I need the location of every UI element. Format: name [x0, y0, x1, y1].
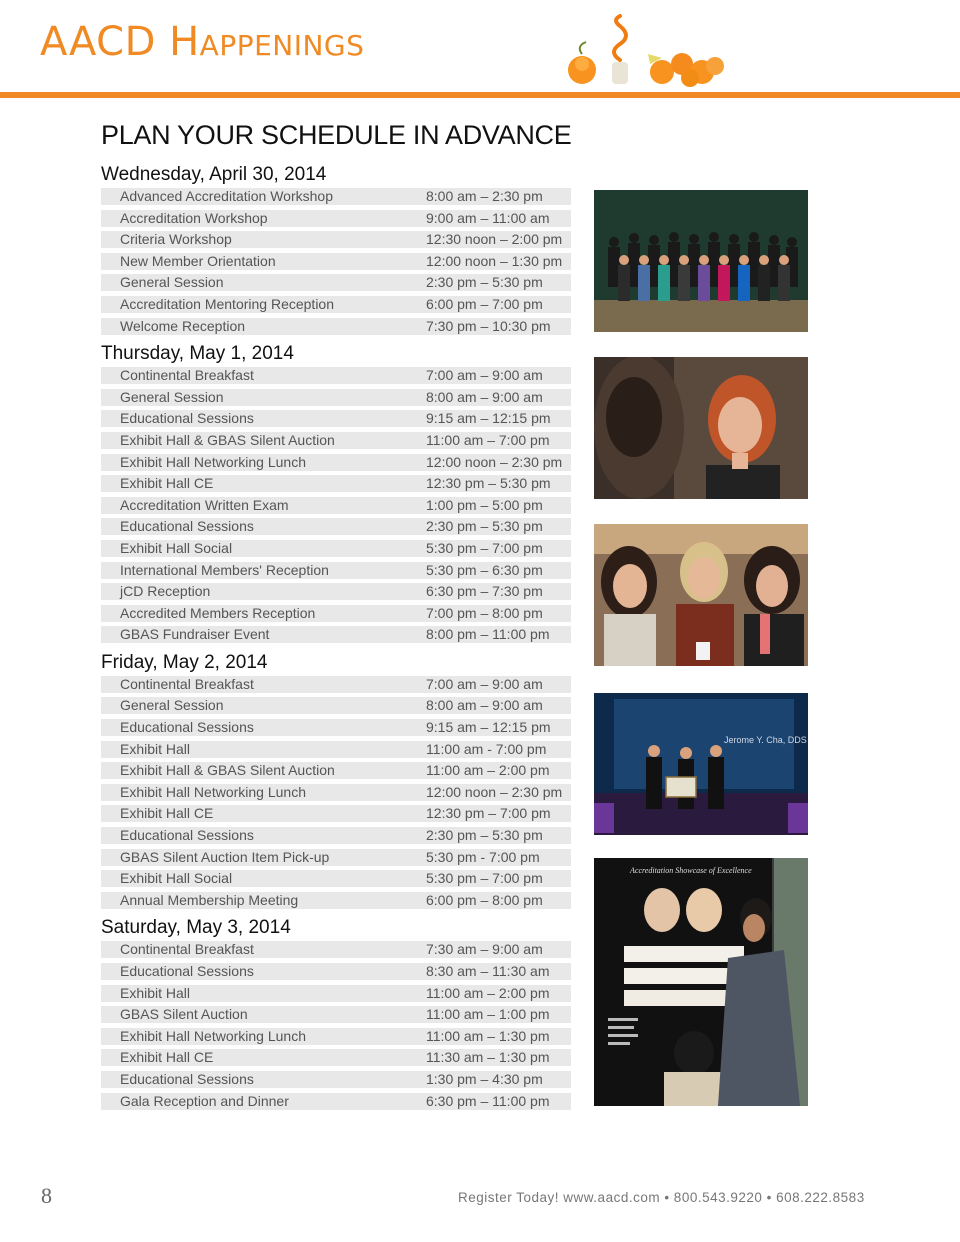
schedule-row	[101, 697, 571, 714]
event-name: Exhibit Hall CE	[120, 1049, 214, 1066]
event-time: 11:00 am – 7:00 pm	[426, 431, 550, 448]
event-list	[101, 188, 571, 335]
event-time: 11:00 am – 2:00 pm	[426, 762, 550, 779]
event-name: Exhibit Hall CE	[120, 475, 214, 492]
event-time: 12:30 noon – 2:00 pm	[426, 231, 563, 248]
schedule-row	[101, 475, 571, 492]
event-time: 6:30 pm – 11:00 pm	[426, 1092, 550, 1109]
event-name: General Session	[120, 274, 224, 291]
event-name: General Session	[120, 388, 224, 405]
event-list	[101, 367, 571, 643]
schedule-row	[101, 583, 571, 600]
schedule-row	[101, 389, 571, 406]
schedule-row	[101, 432, 571, 449]
event-name: GBAS Fundraiser Event	[120, 626, 270, 643]
event-name: Educational Sessions	[120, 518, 254, 535]
attendees-group-photo	[594, 524, 808, 666]
event-name: Annual Membership Meeting	[120, 891, 299, 908]
event-name: Educational Sessions	[120, 963, 254, 979]
schedule-row	[101, 719, 571, 736]
event-time: 12:00 noon – 2:30 pm	[426, 783, 563, 800]
schedule-row	[101, 892, 571, 909]
schedule-row	[101, 985, 571, 1002]
schedule-row	[101, 1028, 571, 1045]
schedule	[101, 160, 571, 1114]
schedule-row	[101, 188, 571, 205]
event-name: Exhibit Hall CE	[120, 805, 214, 822]
event-name: Exhibit Hall Social	[120, 539, 233, 556]
day-section	[101, 913, 571, 1109]
event-name: Accreditation Written Exam	[120, 496, 289, 513]
event-time: 7:00 pm – 8:00 pm	[426, 604, 543, 621]
schedule-row	[101, 941, 571, 958]
schedule-row	[101, 454, 571, 471]
schedule-row	[101, 605, 571, 622]
event-name: Accreditation Mentoring Reception	[120, 295, 335, 312]
event-time: 6:00 pm – 8:00 pm	[426, 891, 543, 908]
schedule-row	[101, 296, 571, 313]
event-time: 7:00 am – 9:00 am	[426, 367, 543, 384]
event-name: Educational Sessions	[120, 410, 254, 427]
schedule-row	[101, 676, 571, 693]
event-time: 8:00 am – 9:00 am	[426, 697, 543, 714]
event-name: Educational Sessions	[120, 719, 254, 736]
day-heading: Wednesday, April 30, 2014	[101, 164, 327, 185]
event-name: Exhibit Hall Social	[120, 870, 233, 887]
poster-title: Accreditation Showcase of Excellence	[630, 866, 752, 875]
event-time: 8:00 am – 9:00 am	[426, 388, 543, 405]
event-name: General Session	[120, 697, 224, 714]
event-list	[101, 676, 571, 909]
event-time: 7:30 pm – 10:30 pm	[426, 317, 551, 334]
event-time: 5:30 pm – 6:30 pm	[426, 561, 543, 578]
schedule-row	[101, 626, 571, 643]
event-name: Accredited Members Reception	[120, 604, 316, 621]
event-name: Continental Breakfast	[120, 941, 254, 958]
event-name: New Member Orientation	[120, 252, 276, 269]
event-name: Continental Breakfast	[120, 367, 254, 384]
event-time: 6:00 pm – 7:00 pm	[426, 295, 543, 312]
event-time: 11:30 am – 1:30 pm	[426, 1049, 550, 1066]
event-time: 8:30 am – 11:30 am	[426, 963, 550, 979]
event-time: 12:30 pm – 7:00 pm	[426, 805, 551, 822]
event-time: 1:00 pm – 5:00 pm	[426, 496, 543, 513]
event-name: Exhibit Hall & GBAS Silent Auction	[120, 431, 335, 448]
event-time: 11:00 am – 1:00 pm	[426, 1006, 550, 1023]
orange-fruit-illustration	[560, 14, 740, 90]
schedule-row	[101, 274, 571, 291]
event-name: Continental Breakfast	[120, 675, 254, 692]
event-time: 2:30 pm – 5:30 pm	[426, 827, 543, 844]
footer-contact: Register Today! www.aacd.com • 800.543.9220 • 608.222.8583	[458, 1190, 865, 1205]
event-time: 12:30 pm – 5:30 pm	[426, 475, 551, 492]
event-name: International Members' Reception	[120, 561, 329, 578]
day-heading: Friday, May 2, 2014	[101, 651, 268, 673]
page-header	[0, 0, 960, 100]
event-name: Educational Sessions	[120, 827, 254, 844]
schedule-row	[101, 210, 571, 227]
event-name: Gala Reception and Dinner	[120, 1092, 289, 1109]
day-heading: Saturday, May 3, 2014	[101, 917, 291, 939]
schedule-row	[101, 762, 571, 779]
event-time: 9:15 am – 12:15 pm	[426, 719, 551, 736]
event-time: 5:30 pm – 7:00 pm	[426, 539, 543, 556]
schedule-row	[101, 410, 571, 427]
schedule-row	[101, 827, 571, 844]
schedule-row	[101, 1093, 571, 1110]
schedule-row	[101, 367, 571, 384]
day-section	[101, 160, 571, 335]
event-name: Welcome Reception	[120, 317, 246, 334]
schedule-row	[101, 1071, 571, 1088]
event-name: GBAS Silent Auction Item Pick-up	[120, 848, 330, 865]
event-time: 11:00 am – 1:30 pm	[426, 1027, 550, 1044]
event-name: Exhibit Hall Networking Lunch	[120, 1027, 306, 1044]
schedule-row	[101, 1006, 571, 1023]
schedule-row	[101, 849, 571, 866]
schedule-row	[101, 497, 571, 514]
page-title: PLAN YOUR SCHEDULE IN ADVANCE	[101, 120, 572, 150]
schedule-row	[101, 1049, 571, 1066]
event-time: 11:00 am - 7:00 pm	[426, 740, 547, 757]
event-time: 8:00 pm – 11:00 pm	[426, 626, 550, 643]
day-section	[101, 339, 571, 643]
event-name: Exhibit Hall	[120, 984, 191, 1001]
page-number: 8	[41, 1183, 52, 1208]
event-time: 9:15 am – 12:15 pm	[426, 410, 551, 427]
event-time: 12:00 noon – 1:30 pm	[426, 252, 563, 269]
stage-screen-caption: Jerome Y. Cha, DDS	[724, 735, 807, 745]
event-name: jCD Reception	[120, 583, 211, 600]
event-time: 5:30 pm - 7:00 pm	[426, 848, 540, 865]
schedule-row	[101, 805, 571, 822]
schedule-row	[101, 784, 571, 801]
event-name: Advanced Accreditation Workshop	[120, 188, 333, 204]
award-ceremony-photo	[594, 693, 808, 835]
event-name: GBAS Silent Auction	[120, 1006, 248, 1023]
event-name: Exhibit Hall	[120, 740, 191, 757]
event-time: 12:00 noon – 2:30 pm	[426, 453, 563, 470]
day-heading: Thursday, May 1, 2014	[101, 343, 294, 365]
schedule-row	[101, 963, 571, 980]
event-time: 7:30 am – 9:00 am	[426, 941, 543, 958]
event-name: Educational Sessions	[120, 1070, 254, 1087]
event-time: 2:30 pm – 5:30 pm	[426, 274, 543, 291]
section-brand-title: AACD Happenings	[40, 19, 365, 65]
event-name: Exhibit Hall Networking Lunch	[120, 453, 306, 470]
schedule-row	[101, 540, 571, 557]
event-time: 11:00 am – 2:00 pm	[426, 984, 550, 1001]
group-photo	[594, 190, 808, 332]
event-name: Exhibit Hall & GBAS Silent Auction	[120, 762, 335, 779]
schedule-row	[101, 253, 571, 270]
day-section	[101, 648, 571, 909]
schedule-row	[101, 518, 571, 535]
schedule-row	[101, 562, 571, 579]
poster-viewing-photo	[594, 858, 808, 1106]
event-time: 9:00 am – 11:00 am	[426, 209, 550, 226]
attendee-photo	[594, 357, 808, 499]
event-name: Accreditation Workshop	[120, 209, 268, 226]
event-time: 6:30 pm – 7:30 pm	[426, 583, 543, 600]
schedule-row	[101, 741, 571, 758]
event-time: 8:00 am – 2:30 pm	[426, 188, 543, 204]
schedule-row	[101, 318, 571, 335]
schedule-row	[101, 231, 571, 248]
event-list	[101, 941, 571, 1109]
event-name: Criteria Workshop	[120, 231, 232, 248]
header-accent-rule	[0, 92, 960, 98]
event-time: 1:30 pm – 4:30 pm	[426, 1070, 543, 1087]
event-name: Exhibit Hall Networking Lunch	[120, 783, 306, 800]
event-time: 2:30 pm – 5:30 pm	[426, 518, 543, 535]
event-time: 5:30 pm – 7:00 pm	[426, 870, 543, 887]
schedule-row	[101, 870, 571, 887]
event-time: 7:00 am – 9:00 am	[426, 675, 543, 692]
